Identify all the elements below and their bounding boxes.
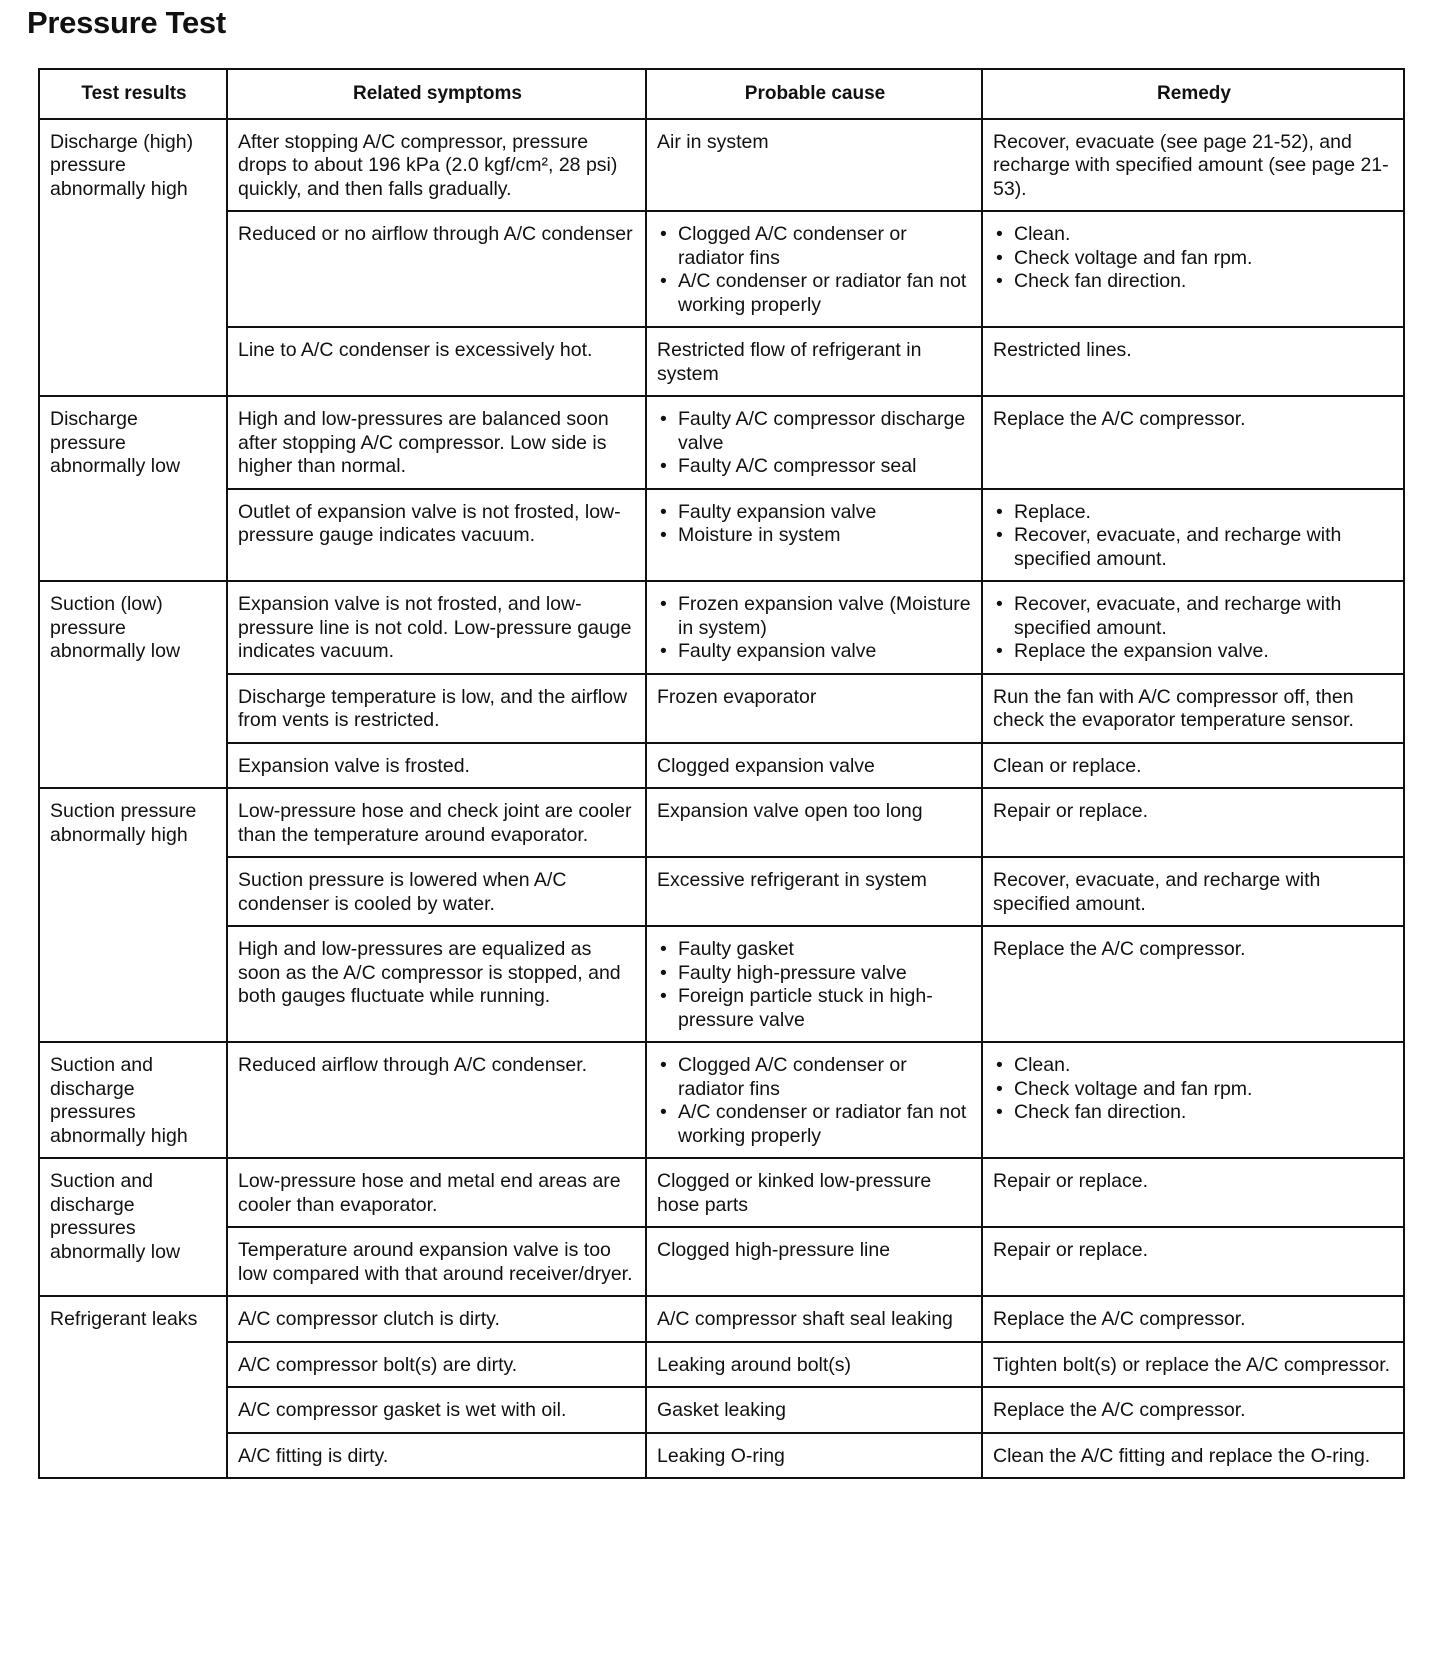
- cause-item: • Faulty expansion valve: [657, 640, 973, 664]
- remedy-item: • Recover, evacuate, and recharge with specified amount.: [993, 593, 1395, 640]
- cause-cell: [646, 1387, 982, 1433]
- table-row: [39, 1387, 1404, 1433]
- symptom-cell: High and low-pressures are balanced soon after stopping A/C compressor. Low side is higher than normal.: [227, 396, 646, 489]
- table-row: [39, 1042, 1404, 1158]
- cause-text: Clogged expansion valve: [657, 754, 875, 777]
- symptom-cell: After stopping A/C compressor, pressure drops to about 196 kPa (2.0 kgf/cm², 28 psi) quickly, and then falls gradually.: [227, 119, 646, 212]
- remedy-item: • Clean.: [993, 223, 1395, 247]
- cause-cell: [646, 1433, 982, 1479]
- cause-cell: [646, 1296, 982, 1342]
- cause-list: [657, 593, 973, 664]
- header-related-symptoms: Related symptoms: [227, 69, 646, 119]
- cause-text: Clogged or kinked low-pressure hose parts: [657, 1170, 932, 1216]
- cause-cell: [646, 489, 982, 582]
- test-result-cell: Suction and discharge pressures abnormally high: [39, 1042, 227, 1158]
- cause-text: Leaking O-ring: [657, 1444, 785, 1467]
- table-row: [39, 1433, 1404, 1479]
- remedy-cell: [982, 1042, 1404, 1158]
- cause-item: • Foreign particle stuck in high-pressure valve: [657, 985, 973, 1032]
- remedy-item: • Recover, evacuate, and recharge with specified amount.: [993, 524, 1395, 571]
- cause-cell: [646, 1342, 982, 1388]
- table-row: [39, 743, 1404, 789]
- cause-list: [657, 1054, 973, 1148]
- header-row: [39, 69, 1404, 119]
- table-row: [39, 119, 1404, 212]
- remedy-item: • Replace.: [993, 501, 1395, 525]
- symptom-cell: A/C compressor gasket is wet with oil.: [227, 1387, 646, 1433]
- remedy-cell: [982, 1342, 1404, 1388]
- header-remedy: Remedy: [982, 69, 1404, 119]
- remedy-cell: [982, 788, 1404, 857]
- remedy-cell: [982, 396, 1404, 489]
- symptom-cell: Suction pressure is lowered when A/C condenser is cooled by water.: [227, 857, 646, 926]
- remedy-cell: [982, 211, 1404, 327]
- cause-item: • Frozen expansion valve (Moisture in system): [657, 593, 973, 640]
- remedy-cell: [982, 1387, 1404, 1433]
- table-row: [39, 674, 1404, 743]
- symptom-cell: Low-pressure hose and check joint are cooler than the temperature around evaporator.: [227, 788, 646, 857]
- cause-item: • Faulty A/C compressor discharge valve: [657, 408, 973, 455]
- cause-cell: [646, 1042, 982, 1158]
- cause-item: • Faulty high-pressure valve: [657, 962, 973, 986]
- cause-item: • Faulty gasket: [657, 938, 973, 962]
- header-test-results: Test results: [39, 69, 227, 119]
- symptom-cell: Expansion valve is frosted.: [227, 743, 646, 789]
- cause-item: • Clogged A/C condenser or radiator fins: [657, 1054, 973, 1101]
- remedy-cell: [982, 857, 1404, 926]
- table-row: [39, 1296, 1404, 1342]
- cause-item: • Clogged A/C condenser or radiator fins: [657, 223, 973, 270]
- table-row: [39, 581, 1404, 674]
- table-row: [39, 1342, 1404, 1388]
- remedy-text: Recover, evacuate (see page 21-52), and recharge with specified amount (see page 21-53).: [993, 130, 1389, 200]
- cause-item: • A/C condenser or radiator fan not working properly: [657, 270, 973, 317]
- cause-text: Restricted flow of refrigerant in system: [657, 339, 922, 385]
- remedy-cell: [982, 1296, 1404, 1342]
- remedy-cell: [982, 581, 1404, 674]
- remedy-list: [993, 223, 1395, 294]
- remedy-text: Clean the A/C fitting and replace the O-ring.: [993, 1444, 1371, 1467]
- remedy-cell: [982, 1227, 1404, 1296]
- remedy-text: Clean or replace.: [993, 754, 1142, 777]
- remedy-text: Run the fan with A/C compressor off, then check the evaporator temperature sensor.: [993, 685, 1354, 731]
- cause-list: [657, 223, 973, 317]
- remedy-item: • Replace the expansion valve.: [993, 640, 1395, 664]
- cause-cell: [646, 396, 982, 489]
- cause-cell: [646, 211, 982, 327]
- symptom-cell: A/C compressor bolt(s) are dirty.: [227, 1342, 646, 1388]
- table-row: [39, 211, 1404, 327]
- remedy-text: Repair or replace.: [993, 1170, 1148, 1192]
- cause-cell: [646, 857, 982, 926]
- table-row: [39, 788, 1404, 857]
- symptom-cell: Reduced airflow through A/C condenser.: [227, 1042, 646, 1158]
- pressure-test-table: [38, 68, 1405, 1479]
- remedy-item: • Check voltage and fan rpm.: [993, 247, 1395, 271]
- remedy-cell: [982, 743, 1404, 789]
- table-row: [39, 1158, 1404, 1227]
- symptom-cell: Discharge temperature is low, and the airflow from vents is restricted.: [227, 674, 646, 743]
- symptom-cell: Line to A/C condenser is excessively hot.: [227, 327, 646, 396]
- remedy-cell: [982, 119, 1404, 212]
- cause-text: A/C compressor shaft seal leaking: [657, 1308, 953, 1330]
- cause-text: Clogged high-pressure line: [657, 1239, 891, 1261]
- cause-text: Frozen evaporator: [657, 685, 817, 708]
- remedy-list: [993, 1054, 1395, 1125]
- cause-text: Excessive refrigerant in system: [657, 869, 927, 891]
- cause-text: Air in system: [657, 130, 769, 153]
- cause-text: Leaking around bolt(s): [657, 1353, 852, 1376]
- symptom-cell: Outlet of expansion valve is not frosted, low-pressure gauge indicates vacuum.: [227, 489, 646, 582]
- table-row: [39, 926, 1404, 1042]
- cause-list: [657, 938, 973, 1032]
- cause-cell: [646, 119, 982, 212]
- cause-cell: [646, 926, 982, 1042]
- cause-item: • A/C condenser or radiator fan not working properly: [657, 1101, 973, 1148]
- symptom-cell: Reduced or no airflow through A/C condenser: [227, 211, 646, 327]
- cause-cell: [646, 743, 982, 789]
- remedy-cell: [982, 489, 1404, 582]
- test-result-cell: Refrigerant leaks: [39, 1296, 227, 1478]
- remedy-item: • Check fan direction.: [993, 270, 1395, 294]
- cause-list: [657, 501, 973, 548]
- symptom-cell: A/C fitting is dirty.: [227, 1433, 646, 1479]
- table-row: [39, 1227, 1404, 1296]
- cause-text: Gasket leaking: [657, 1399, 786, 1421]
- remedy-text: Restricted lines.: [993, 339, 1132, 361]
- test-result-cell: Suction pressure abnormally high: [39, 788, 227, 1042]
- remedy-text: Replace the A/C compressor.: [993, 408, 1246, 430]
- table-row: [39, 327, 1404, 396]
- remedy-list: [993, 501, 1395, 572]
- remedy-text: Replace the A/C compressor.: [993, 1399, 1246, 1421]
- test-result-cell: Suction and discharge pressures abnormally low: [39, 1158, 227, 1296]
- symptom-cell: A/C compressor clutch is dirty.: [227, 1296, 646, 1342]
- table-row: [39, 489, 1404, 582]
- remedy-item: • Check voltage and fan rpm.: [993, 1078, 1395, 1102]
- remedy-text: Replace the A/C compressor.: [993, 1308, 1246, 1330]
- cause-item: • Faulty expansion valve: [657, 501, 973, 525]
- test-result-cell: Suction (low) pressure abnormally low: [39, 581, 227, 788]
- remedy-cell: [982, 926, 1404, 1042]
- remedy-item: • Check fan direction.: [993, 1101, 1395, 1125]
- remedy-cell: [982, 327, 1404, 396]
- header-probable-cause: Probable cause: [646, 69, 982, 119]
- table-row: [39, 857, 1404, 926]
- symptom-cell: Temperature around expansion valve is too low compared with that around receiver/dryer.: [227, 1227, 646, 1296]
- symptom-cell: Expansion valve is not frosted, and low-pressure line is not cold. Low-pressure gauge indicates vacuum.: [227, 581, 646, 674]
- table-row: [39, 396, 1404, 489]
- remedy-text: Tighten bolt(s) or replace the A/C compressor.: [993, 1353, 1391, 1376]
- symptom-cell: High and low-pressures are equalized as soon as the A/C compressor is stopped, and both gauges fluctuate while running.: [227, 926, 646, 1042]
- cause-cell: [646, 674, 982, 743]
- remedy-text: Replace the A/C compressor.: [993, 938, 1246, 960]
- cause-cell: [646, 327, 982, 396]
- remedy-item: • Clean.: [993, 1054, 1395, 1078]
- remedy-cell: [982, 1158, 1404, 1227]
- remedy-cell: [982, 674, 1404, 743]
- table-body: [39, 119, 1404, 1479]
- cause-cell: [646, 581, 982, 674]
- cause-cell: [646, 788, 982, 857]
- symptom-cell: Low-pressure hose and metal end areas are cooler than evaporator.: [227, 1158, 646, 1227]
- cause-cell: [646, 1158, 982, 1227]
- remedy-cell: [982, 1433, 1404, 1479]
- cause-item: • Faulty A/C compressor seal: [657, 455, 973, 479]
- cause-list: [657, 408, 973, 479]
- cause-item: • Moisture in system: [657, 524, 973, 548]
- remedy-text: Repair or replace.: [993, 800, 1148, 822]
- cause-text: Expansion valve open too long: [657, 800, 923, 822]
- remedy-text: Recover, evacuate, and recharge with specified amount.: [993, 869, 1321, 915]
- test-result-cell: Discharge pressure abnormally low: [39, 396, 227, 581]
- cause-cell: [646, 1227, 982, 1296]
- test-result-cell: Discharge (high) pressure abnormally high: [39, 119, 227, 397]
- remedy-list: [993, 593, 1395, 664]
- page-title: Pressure Test: [27, 5, 226, 40]
- remedy-text: Repair or replace.: [993, 1239, 1148, 1261]
